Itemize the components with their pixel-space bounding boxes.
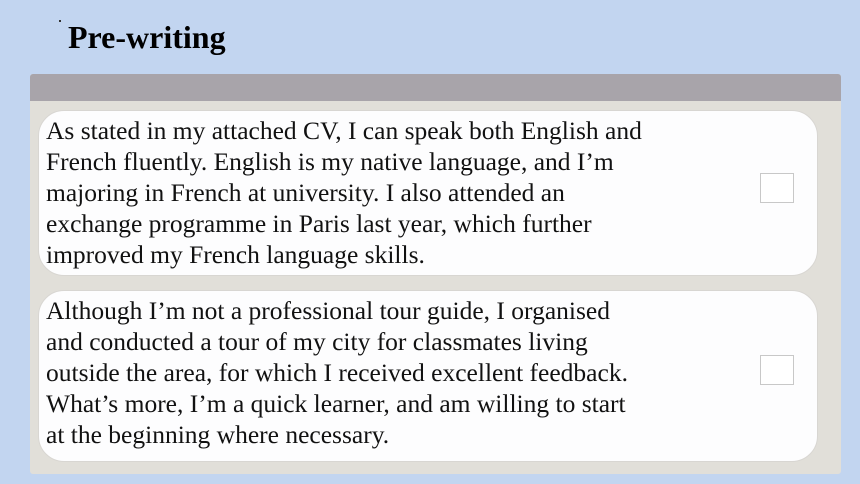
- paragraph-line: What’s more, I’m a quick learner, and am willing to start: [46, 389, 626, 418]
- answer-checkbox-1[interactable]: [760, 173, 794, 203]
- paragraph-text-1: [46, 115, 746, 270]
- paragraph-line: improved my French language skills.: [46, 240, 425, 269]
- decorative-dot: [59, 20, 61, 22]
- page-title: Pre-writing: [68, 19, 226, 55]
- content-panel: [30, 74, 841, 474]
- paragraph-line: exchange programme in Paris last year, which further: [46, 209, 592, 238]
- paragraph-line: French fluently. English is my native language, and I’m: [46, 147, 614, 176]
- panel-header-bar: [30, 74, 841, 101]
- paragraph-card-1: [38, 110, 818, 276]
- paragraph-line: majoring in French at university. I also attended an: [46, 178, 565, 207]
- paragraph-line: Although I’m not a professional tour guide, I organised: [46, 296, 610, 325]
- paragraph-card-2: [38, 290, 818, 462]
- answer-checkbox-2[interactable]: [760, 355, 794, 385]
- paragraph-text-2: [46, 295, 746, 450]
- paragraph-line: at the beginning where necessary.: [46, 420, 390, 449]
- paragraph-line: and conducted a tour of my city for classmates living: [46, 327, 588, 356]
- paragraph-line: As stated in my attached CV, I can speak both English and: [46, 116, 642, 145]
- paragraph-line: outside the area, for which I received excellent feedback.: [46, 358, 628, 387]
